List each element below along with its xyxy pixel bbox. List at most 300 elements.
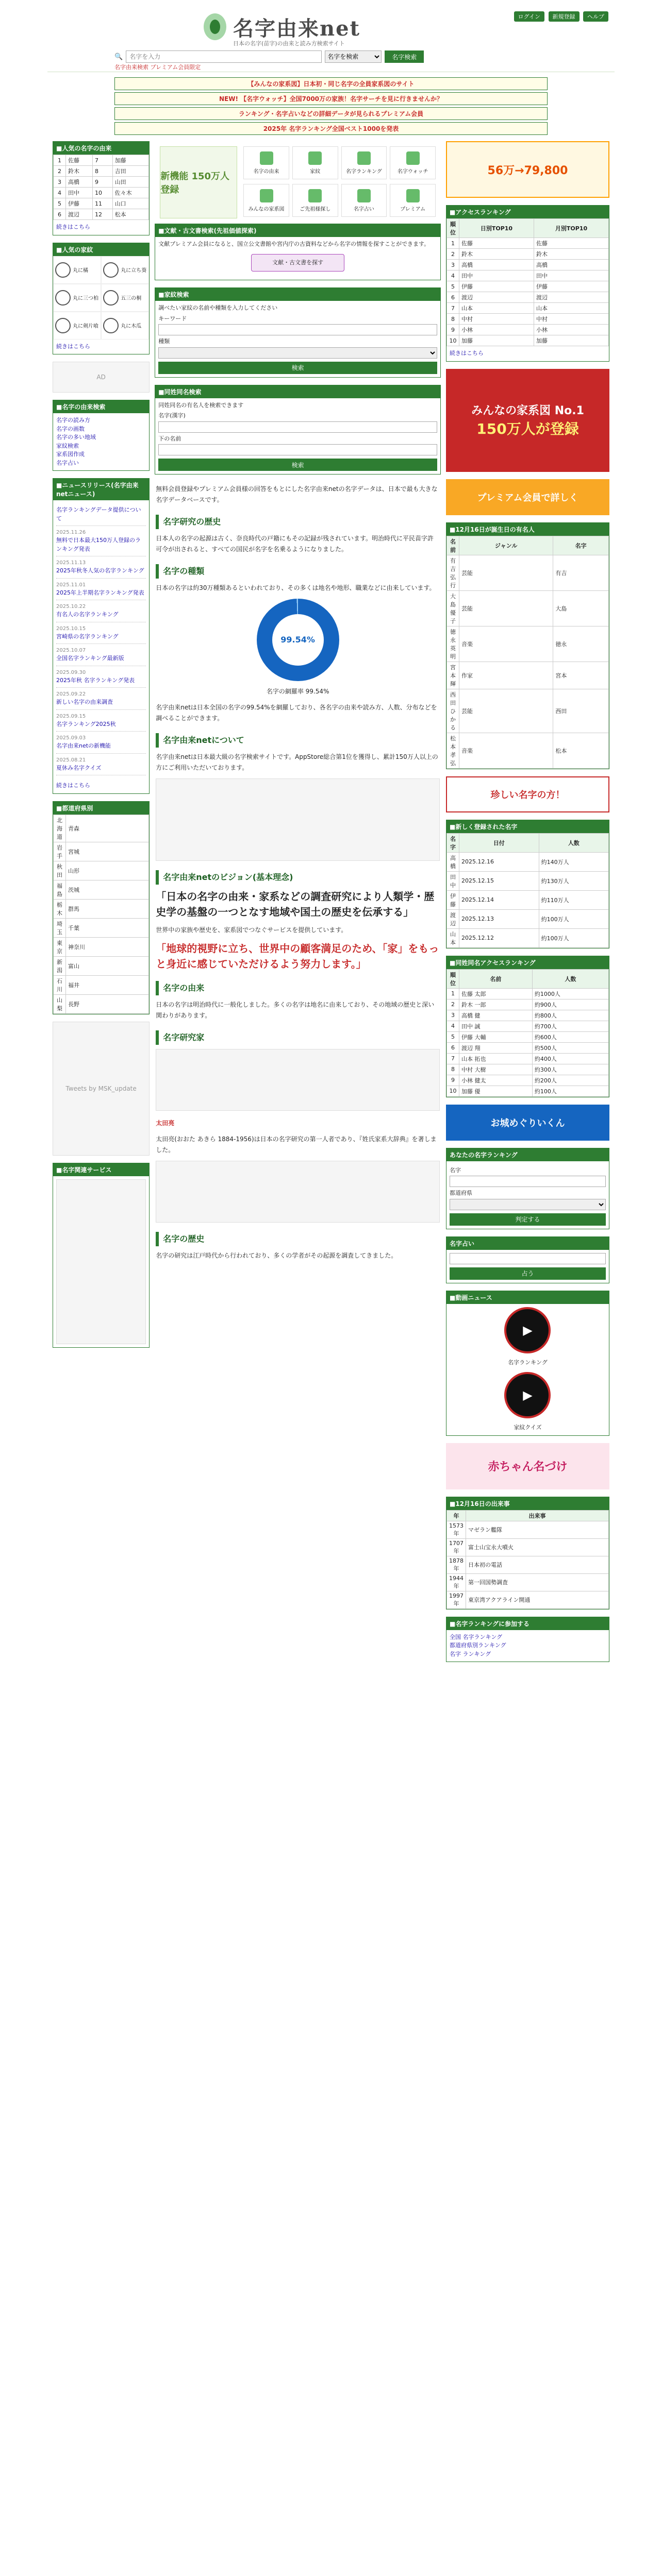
rank-check-button[interactable]: 判定する bbox=[450, 1213, 606, 1226]
new-name-header-cell: 日付 bbox=[459, 833, 539, 852]
kamon-keyword-label: キーワード bbox=[158, 315, 187, 322]
access-rank-cell[interactable]: 佐藤 bbox=[459, 238, 534, 249]
search-button[interactable]: 名字検索 bbox=[385, 50, 424, 63]
today-event-cell: 東京湾アクアライン開通 bbox=[466, 1591, 608, 1608]
namesake-rank-cell[interactable]: 中村 大樹 bbox=[459, 1064, 532, 1075]
paragraph-research: 日本人の名字の起源は古く、奈良時代の戸籍にもその記録が残されています。明治時代に平民苗字許可令が出されると、すべての国民が名字を名乗るようになりました。 bbox=[156, 535, 434, 553]
coverage-pie-label: 99.54% bbox=[272, 614, 324, 666]
prefecture-cell[interactable]: 岩手 bbox=[54, 842, 66, 861]
kamon-item[interactable] bbox=[101, 256, 149, 284]
fortune-input[interactable] bbox=[450, 1253, 606, 1264]
namesake-rank-cell: 3 bbox=[446, 1010, 459, 1021]
video-thumb-2[interactable]: ▶ bbox=[504, 1372, 551, 1418]
access-rank-cell: 4 bbox=[446, 270, 459, 281]
birthday-cell[interactable]: 松本 孝弘 bbox=[446, 733, 459, 768]
coverage-caption: 名字の網羅率 99.54% bbox=[266, 688, 329, 695]
news-title[interactable]: 夏休み名字クイズ bbox=[56, 764, 102, 771]
kamon-label: 丸に立ち葵 bbox=[121, 268, 147, 274]
news-item[interactable] bbox=[56, 600, 146, 622]
prefecture-cell[interactable]: 石川 bbox=[54, 975, 66, 994]
namesake-ranking-title: ■同姓同名アクセスランキング bbox=[446, 956, 609, 969]
page bbox=[47, 0, 615, 2576]
today-event-header-cell: 年 bbox=[446, 1510, 466, 1521]
kamon-search-button[interactable]: 検索 bbox=[158, 362, 437, 374]
rare-name-banner[interactable] bbox=[446, 776, 609, 812]
heading-vision: 名字由来netのビジョン(基本理念) bbox=[156, 870, 440, 885]
help-link[interactable]: ヘルプ bbox=[583, 11, 608, 22]
namesake-rank-cell: 7 bbox=[446, 1053, 459, 1064]
service-link[interactable]: 名字の多い地域 bbox=[56, 434, 96, 440]
access-rank-cell[interactable]: 鈴木 bbox=[459, 249, 534, 260]
today-event-row bbox=[446, 1573, 608, 1591]
announcement-item[interactable]: NEW! 【名字ウォッチ】全国7000万の家族！名字サーチを見に行きませんか？ bbox=[114, 92, 548, 105]
ranking-service-link[interactable]: 全国 名字ランキング bbox=[449, 1633, 503, 1640]
kamon-label: 丸に三つ柏 bbox=[73, 296, 98, 301]
feature-label: 名字ランキング bbox=[346, 168, 382, 175]
popular-name-cell[interactable]: 佐藤 bbox=[66, 155, 93, 166]
access-rank-row bbox=[446, 238, 608, 249]
namesake-rank-row bbox=[446, 999, 608, 1010]
namesake-search-button[interactable]: 検索 bbox=[158, 459, 437, 471]
kamon-item[interactable] bbox=[53, 312, 101, 340]
news-title[interactable]: 名字ランキングデータ提供について bbox=[56, 506, 141, 522]
new-name-cell[interactable]: 山本 bbox=[446, 928, 459, 947]
popular-name-cell: 8 bbox=[93, 166, 113, 177]
namesake-ranking-box bbox=[446, 956, 609, 1097]
prefecture-cell: 千葉 bbox=[66, 918, 149, 937]
today-events-box bbox=[446, 1497, 609, 1609]
access-rank-row bbox=[446, 260, 608, 270]
access-rank-cell[interactable]: 渡辺 bbox=[459, 292, 534, 303]
kamon-type-select[interactable] bbox=[158, 347, 437, 359]
vision-quote: 「日本の名字の由来・家系などの調査研究により人類学・歴史学の基盤の一つとなす地域や国土の歴史を伝承する」 bbox=[156, 890, 435, 918]
heading-about: 名字由来netについて bbox=[156, 733, 440, 748]
kamon-type-label: 種類 bbox=[158, 338, 170, 345]
namesake-rank-row bbox=[446, 1010, 608, 1021]
popular-name-cell[interactable]: 高橋 bbox=[66, 177, 93, 188]
access-rank-cell[interactable]: 高橋 bbox=[459, 260, 534, 270]
access-rank-cell: 8 bbox=[446, 314, 459, 325]
news-title[interactable]: 名字ランキング2025秋 bbox=[56, 720, 116, 727]
news-item[interactable] bbox=[56, 503, 146, 526]
new-name-cell[interactable]: 田中 bbox=[446, 871, 459, 890]
news-item[interactable] bbox=[56, 710, 146, 732]
news-title[interactable]: 2025年上半期名字ランキング発表 bbox=[56, 589, 144, 596]
namesake-search-box bbox=[155, 385, 441, 475]
access-rank-cell: 9 bbox=[446, 325, 459, 335]
search-bar bbox=[114, 50, 537, 71]
kamon-keyword-input[interactable] bbox=[158, 324, 437, 335]
news-date: 2025.09.15 bbox=[56, 713, 86, 719]
news-date: 2025.10.15 bbox=[56, 625, 86, 632]
new-name-cell: 2025.12.16 bbox=[459, 852, 539, 871]
castle-banner[interactable] bbox=[446, 1105, 609, 1141]
birthday-row bbox=[446, 626, 608, 662]
prefecture-cell: 茨城 bbox=[66, 880, 149, 899]
namesake-rank-cell: 約400人 bbox=[532, 1053, 608, 1064]
news-release-title: ■ニュースリリース(名字由来netニュース) bbox=[53, 479, 149, 500]
popular-name-cell: 2 bbox=[54, 166, 66, 177]
popular-name-row bbox=[54, 209, 149, 220]
feature-item[interactable] bbox=[390, 146, 436, 179]
namesake-rank-cell[interactable]: 高橋 健 bbox=[459, 1010, 532, 1021]
kamon-item[interactable] bbox=[101, 312, 149, 340]
new-name-row bbox=[446, 890, 608, 909]
prefecture-cell[interactable]: 北海道 bbox=[54, 815, 66, 842]
paragraph-types: 日本の名字は約30万種類あるといわれており、その多くは地名や地形、職業などに由来しています。 bbox=[156, 584, 436, 591]
news-title[interactable]: 2025年秋 名字ランキング発表 bbox=[56, 676, 135, 684]
kamon-label: 五三の桐 bbox=[121, 296, 142, 301]
header-links bbox=[513, 10, 609, 23]
feature-item[interactable] bbox=[341, 184, 387, 217]
service-link[interactable]: 名字の読み方 bbox=[56, 417, 90, 423]
document-search-text: 文献プレミアム会員になると、国立公文書館や宮内庁の古資料などから名字の情報を探すことができます。 bbox=[158, 241, 430, 247]
logo-icon bbox=[202, 11, 228, 42]
popular-names-box bbox=[53, 141, 150, 235]
birthday-cell[interactable]: 有吉 弘行 bbox=[446, 555, 459, 590]
access-ranking-title: ■アクセスランキング bbox=[446, 206, 609, 218]
news-title[interactable]: 宮崎県の名字ランキング bbox=[56, 633, 119, 640]
access-rank-cell: 3 bbox=[446, 260, 459, 270]
namesake-rank-cell[interactable]: 佐藤 太郎 bbox=[459, 988, 532, 999]
rank-surname-label: 名字 bbox=[449, 1166, 461, 1174]
feature-item[interactable] bbox=[390, 184, 436, 217]
login-link[interactable]: ログイン bbox=[514, 11, 544, 22]
birthday-cell: 西田 bbox=[553, 689, 609, 733]
news-date: 2025.08.21 bbox=[56, 757, 86, 763]
video-title: ■動画ニュース bbox=[446, 1291, 609, 1304]
prefecture-cell[interactable]: 山梨 bbox=[54, 994, 66, 1013]
news-date: 2025.10.22 bbox=[56, 604, 86, 609]
popular-name-row bbox=[54, 177, 149, 188]
service-link[interactable]: 名字占い bbox=[56, 459, 79, 466]
news-item[interactable] bbox=[56, 666, 146, 688]
news-item[interactable] bbox=[56, 688, 146, 710]
today-event-cell: 1944年 bbox=[446, 1573, 466, 1591]
document-search-button[interactable]: 文献・古文書を探す bbox=[251, 254, 344, 272]
family-tree-banner-sub: 150万人が登録 bbox=[476, 420, 579, 437]
news-title[interactable]: 無料で日本最大150万人登録のランキング発表 bbox=[56, 537, 141, 552]
namesake-rank-cell[interactable]: 山本 拓也 bbox=[459, 1053, 532, 1064]
twitter-embed-label: Tweets by MSK_update bbox=[65, 1084, 137, 1092]
givenname-input[interactable] bbox=[158, 444, 437, 455]
today-event-cell: 1573年 bbox=[446, 1521, 466, 1538]
prefecture-row bbox=[54, 842, 149, 861]
prefecture-cell[interactable]: 福島 bbox=[54, 880, 66, 899]
feature-label: 名字占い bbox=[353, 206, 374, 212]
access-rank-cell: 6 bbox=[446, 292, 459, 303]
popular-name-cell[interactable]: 伊藤 bbox=[66, 198, 93, 209]
announcement-item[interactable]: 2025年 名字ランキング全国ベスト1000を発表 bbox=[114, 122, 548, 135]
document-search-box bbox=[155, 224, 441, 280]
feature-icon bbox=[406, 189, 420, 202]
today-event-cell: 1997年 bbox=[446, 1591, 466, 1608]
prefecture-cell: 長野 bbox=[66, 994, 149, 1013]
register-link[interactable]: 新規登録 bbox=[549, 11, 580, 22]
popular-name-cell: 佐々木 bbox=[112, 188, 149, 198]
kamon-label: 丸に橘 bbox=[73, 268, 88, 274]
namesake-rank-row bbox=[446, 1086, 608, 1096]
access-ranking-more-link[interactable]: 続きはこちら bbox=[449, 350, 484, 357]
news-item[interactable] bbox=[56, 579, 146, 601]
new-name-row bbox=[446, 871, 608, 890]
access-rank-header-cell: 順位 bbox=[446, 219, 459, 238]
namesake-rank-row bbox=[446, 1021, 608, 1031]
popular-name-cell[interactable]: 田中 bbox=[66, 188, 93, 198]
access-rank-row bbox=[446, 325, 608, 335]
namesake-rank-cell[interactable]: 加藤 優 bbox=[459, 1086, 532, 1096]
news-date: 2025.11.26 bbox=[56, 530, 86, 535]
rank-pref-select[interactable] bbox=[450, 1199, 606, 1210]
paragraph-origin: 日本の名字は明治時代に一般化しました。多くの名字は地名に由来しており、その地域の歴史と深い関わりがあります。 bbox=[156, 1001, 435, 1019]
popular-name-table bbox=[53, 155, 149, 220]
logo[interactable] bbox=[202, 9, 419, 45]
namesake-rank-cell: 約300人 bbox=[532, 1064, 608, 1075]
access-rank-header-row bbox=[446, 219, 608, 238]
ad-price-banner[interactable] bbox=[446, 141, 609, 198]
ranking-service-link[interactable]: 名字 ランキング bbox=[449, 1650, 491, 1657]
twitter-embed[interactable] bbox=[53, 1022, 150, 1156]
birthday-title: ■12月16日が誕生日の有名人 bbox=[446, 523, 609, 536]
article bbox=[155, 482, 441, 1268]
heading-professor: 名字研究家 bbox=[156, 1030, 440, 1045]
access-rank-row bbox=[446, 249, 608, 260]
news-item[interactable] bbox=[56, 754, 146, 776]
new-name-cell: 約130万人 bbox=[539, 871, 608, 890]
ranking-service-box bbox=[446, 1617, 609, 1663]
popular-name-row bbox=[54, 166, 149, 177]
ranking-service-link[interactable]: 都道府県別ランキング bbox=[449, 1642, 506, 1649]
prefecture-table bbox=[53, 815, 149, 1014]
namesake-rank-cell[interactable]: 鈴木 一郎 bbox=[459, 999, 532, 1010]
namesake-rank-header-cell: 名前 bbox=[459, 969, 532, 988]
feature-label: 名字ウォッチ bbox=[397, 168, 428, 175]
access-rank-row bbox=[446, 281, 608, 292]
rank-pref-label: 都道府県 bbox=[449, 1190, 472, 1196]
header bbox=[47, 0, 615, 72]
namesake-rank-cell[interactable]: 伊藤 大輔 bbox=[459, 1031, 532, 1042]
video-thumb-1[interactable]: ▶ bbox=[504, 1307, 551, 1353]
birthday-cell[interactable]: 宮本 輝 bbox=[446, 662, 459, 689]
premium-banner-text: プレミアム会員で詳しく bbox=[477, 492, 578, 503]
birthday-cell: 作家 bbox=[459, 662, 553, 689]
prefecture-row bbox=[54, 918, 149, 937]
family-tree-banner[interactable] bbox=[446, 369, 609, 472]
access-rank-row bbox=[446, 270, 608, 281]
access-rank-header-cell: 日別TOP10 bbox=[459, 219, 534, 238]
namesake-rank-header-cell: 人数 bbox=[532, 969, 608, 988]
new-names-title: ■新しく登録された名字 bbox=[446, 820, 609, 833]
namesake-rank-cell: 約900人 bbox=[532, 999, 608, 1010]
birthday-cell[interactable]: 徳永 英明 bbox=[446, 626, 459, 662]
prefecture-row bbox=[54, 975, 149, 994]
feature-menu bbox=[155, 141, 441, 224]
popular-names-more-link[interactable]: 続きはこちら bbox=[56, 224, 90, 230]
access-rank-cell[interactable]: 加藤 bbox=[459, 335, 534, 346]
popular-name-cell: 6 bbox=[54, 209, 66, 220]
birthday-header-cell: 名前 bbox=[446, 536, 459, 555]
kamon-item[interactable] bbox=[101, 284, 149, 312]
namesake-rank-cell: 約1000人 bbox=[532, 988, 608, 999]
access-rank-cell[interactable]: 中村 bbox=[459, 314, 534, 325]
ad-banner-left[interactable]: AD bbox=[53, 362, 150, 393]
namesake-rank-cell: 6 bbox=[446, 1042, 459, 1053]
popular-name-cell: 7 bbox=[93, 155, 113, 166]
prefecture-cell[interactable]: 秋田 bbox=[54, 861, 66, 880]
news-item[interactable] bbox=[56, 622, 146, 645]
video-label-1[interactable]: 名字ランキング bbox=[508, 1359, 548, 1366]
news-item[interactable] bbox=[56, 526, 146, 556]
new-name-cell[interactable]: 高橋 bbox=[446, 852, 459, 871]
new-name-cell: 2025.12.14 bbox=[459, 890, 539, 909]
news-release-more-link[interactable]: 続きはこちら bbox=[56, 782, 90, 789]
search-input[interactable] bbox=[126, 50, 322, 63]
baby-name-banner-text: 赤ちゃん名づけ bbox=[488, 1461, 568, 1473]
access-rank-cell[interactable]: 田中 bbox=[459, 270, 534, 281]
baby-name-banner[interactable] bbox=[446, 1443, 609, 1489]
access-rank-cell: 山本 bbox=[534, 303, 608, 314]
announcement-item[interactable]: 【みんなの家系図】日本初・同じ名字の全員家系図のサイト bbox=[114, 77, 548, 90]
book-image[interactable] bbox=[56, 1179, 146, 1344]
rank-surname-input[interactable] bbox=[450, 1176, 606, 1187]
rare-name-banner-text: 珍しい名字の方！ bbox=[490, 789, 565, 801]
prefecture-cell[interactable]: 埼玉 bbox=[54, 918, 66, 937]
service-links-title: ■名字の由来検索 bbox=[53, 400, 149, 413]
namesake-rank-cell: 約800人 bbox=[532, 1010, 608, 1021]
service-link[interactable]: 家系図作成 bbox=[56, 451, 85, 457]
namesake-rank-cell[interactable]: 渡辺 翔 bbox=[459, 1042, 532, 1053]
kamon-icon bbox=[103, 290, 119, 306]
new-name-cell: 2025.12.13 bbox=[459, 909, 539, 928]
kamon-icon bbox=[55, 290, 71, 306]
popular-name-cell: 加藤 bbox=[112, 155, 149, 166]
today-event-cell: 富士山宝永大噴火 bbox=[466, 1538, 608, 1556]
access-rank-cell[interactable]: 伊藤 bbox=[459, 281, 534, 292]
prefecture-row bbox=[54, 880, 149, 899]
new-name-table bbox=[446, 833, 609, 948]
popular-name-cell: 9 bbox=[93, 177, 113, 188]
namesake-rank-table bbox=[446, 969, 609, 1097]
popular-name-cell: 吉田 bbox=[112, 166, 149, 177]
prefecture-cell: 神奈川 bbox=[66, 937, 149, 956]
feature-icon bbox=[357, 151, 371, 165]
search-note: 名字由来検索 プレミアム会員限定 bbox=[114, 64, 201, 71]
feature-label: プレミアム bbox=[400, 206, 426, 212]
site-subtitle: 日本の名字(苗字)の由来と読み方検索サイト bbox=[233, 40, 345, 47]
new-name-cell[interactable]: 渡辺 bbox=[446, 909, 459, 928]
new-name-cell: 2025.12.12 bbox=[459, 928, 539, 947]
access-rank-cell: 1 bbox=[446, 238, 459, 249]
access-rank-cell: 10 bbox=[446, 335, 459, 346]
birthday-cell: 音楽 bbox=[459, 626, 553, 662]
premium-banner[interactable] bbox=[446, 479, 609, 515]
popular-name-cell[interactable]: 渡辺 bbox=[66, 209, 93, 220]
kamon-search-title: ■家紋検索 bbox=[155, 288, 440, 301]
namesake-rank-cell[interactable]: 田中 誠 bbox=[459, 1021, 532, 1031]
book-box bbox=[53, 1163, 150, 1348]
today-event-row bbox=[446, 1556, 608, 1573]
feature-item[interactable] bbox=[292, 146, 338, 179]
feature-item[interactable] bbox=[292, 184, 338, 217]
video-label-2[interactable]: 家紋クイズ bbox=[514, 1424, 542, 1431]
news-title[interactable]: 新しい名字の由来調査 bbox=[56, 699, 113, 705]
kamon-item[interactable] bbox=[53, 256, 101, 284]
news-item[interactable] bbox=[56, 644, 146, 666]
prefecture-cell[interactable]: 新潟 bbox=[54, 956, 66, 975]
service-link[interactable]: 家紋検索 bbox=[56, 442, 79, 449]
news-title[interactable]: 名字由来netの新機能 bbox=[56, 742, 111, 749]
today-event-cell: 日本初の電話 bbox=[466, 1556, 608, 1573]
today-event-row bbox=[446, 1538, 608, 1556]
today-event-cell: 1707年 bbox=[446, 1538, 466, 1556]
popular-name-cell: 3 bbox=[54, 177, 66, 188]
ranking-service-title: ■名字ランキングに参加する bbox=[446, 1617, 609, 1630]
feature-item[interactable] bbox=[341, 146, 387, 179]
new-name-row bbox=[446, 928, 608, 947]
service-link[interactable]: 名字の画数 bbox=[56, 425, 85, 432]
access-rank-cell[interactable]: 山本 bbox=[459, 303, 534, 314]
new-name-cell: 約100万人 bbox=[539, 928, 608, 947]
fortune-button[interactable]: 占う bbox=[450, 1267, 606, 1280]
namesake-rank-cell: 約500人 bbox=[532, 1042, 608, 1053]
news-title[interactable]: 2025年秋冬人気の名字ランキング bbox=[56, 567, 144, 574]
popular-name-cell[interactable]: 鈴木 bbox=[66, 166, 93, 177]
search-mode-select[interactable] bbox=[325, 50, 382, 63]
news-title[interactable]: 全国名字ランキング最新版 bbox=[56, 655, 124, 662]
birthday-header-row bbox=[446, 536, 608, 555]
prefecture-cell: 山形 bbox=[66, 861, 149, 880]
paragraph-vision: 世界中の家族や歴史を、家系図でつなぐサービスを提供しています。 bbox=[156, 926, 347, 934]
birthday-box bbox=[446, 522, 609, 769]
namesake-rank-cell: 2 bbox=[446, 999, 459, 1010]
paragraph-coverage: 名字由来netは日本全国の名字の99.54%を網羅しており、各名字の由来や読み方、人数、分布などを調べることができます。 bbox=[156, 704, 437, 722]
feature-item[interactable] bbox=[243, 146, 289, 179]
prefecture-cell: 富山 bbox=[66, 956, 149, 975]
video-box bbox=[446, 1291, 609, 1436]
namesake-search-intro: 同姓同名の有名人を検索できます bbox=[158, 401, 244, 409]
promo-banner[interactable]: 新機能 150万人登録 bbox=[160, 146, 237, 218]
announcement-item[interactable]: ランキング・名字占いなどの詳細データが見られるプレミアム会員 bbox=[114, 107, 548, 120]
prefecture-cell[interactable]: 東京 bbox=[54, 937, 66, 956]
access-ranking-box bbox=[446, 205, 609, 362]
access-rank-cell[interactable]: 小林 bbox=[459, 325, 534, 335]
birthday-cell[interactable]: 西田 ひかる bbox=[446, 689, 459, 733]
heading-origin: 名字の由来 bbox=[156, 981, 440, 995]
feature-item[interactable] bbox=[243, 184, 289, 217]
access-rank-cell: 加藤 bbox=[534, 335, 608, 346]
namesake-rank-cell[interactable]: 小林 健太 bbox=[459, 1075, 532, 1086]
book-cover-image bbox=[156, 1161, 440, 1223]
prefecture-row bbox=[54, 956, 149, 975]
news-item[interactable] bbox=[56, 556, 146, 579]
news-item[interactable] bbox=[56, 732, 146, 754]
birthday-cell[interactable]: 大島 優子 bbox=[446, 590, 459, 626]
birthday-cell: 芸能 bbox=[459, 555, 553, 590]
app-image bbox=[156, 778, 440, 861]
popular-kamon-more-link[interactable]: 続きはこちら bbox=[56, 343, 90, 350]
book-title: ■名字関連サービス bbox=[53, 1163, 149, 1176]
news-title[interactable]: 有名人の名字ランキング bbox=[56, 611, 119, 618]
new-name-cell[interactable]: 伊藤 bbox=[446, 890, 459, 909]
kamon-item[interactable] bbox=[53, 284, 101, 312]
prefecture-row bbox=[54, 899, 149, 918]
feature-icon bbox=[260, 151, 273, 165]
new-name-cell: 2025.12.15 bbox=[459, 871, 539, 890]
prefecture-cell[interactable]: 栃木 bbox=[54, 899, 66, 918]
access-rank-cell: 鈴木 bbox=[534, 249, 608, 260]
surname-input[interactable] bbox=[158, 421, 437, 433]
paragraph-history: 名字の研究は江戸時代から行われており、多くの学者がその起源を調査してきました。 bbox=[156, 1252, 398, 1259]
